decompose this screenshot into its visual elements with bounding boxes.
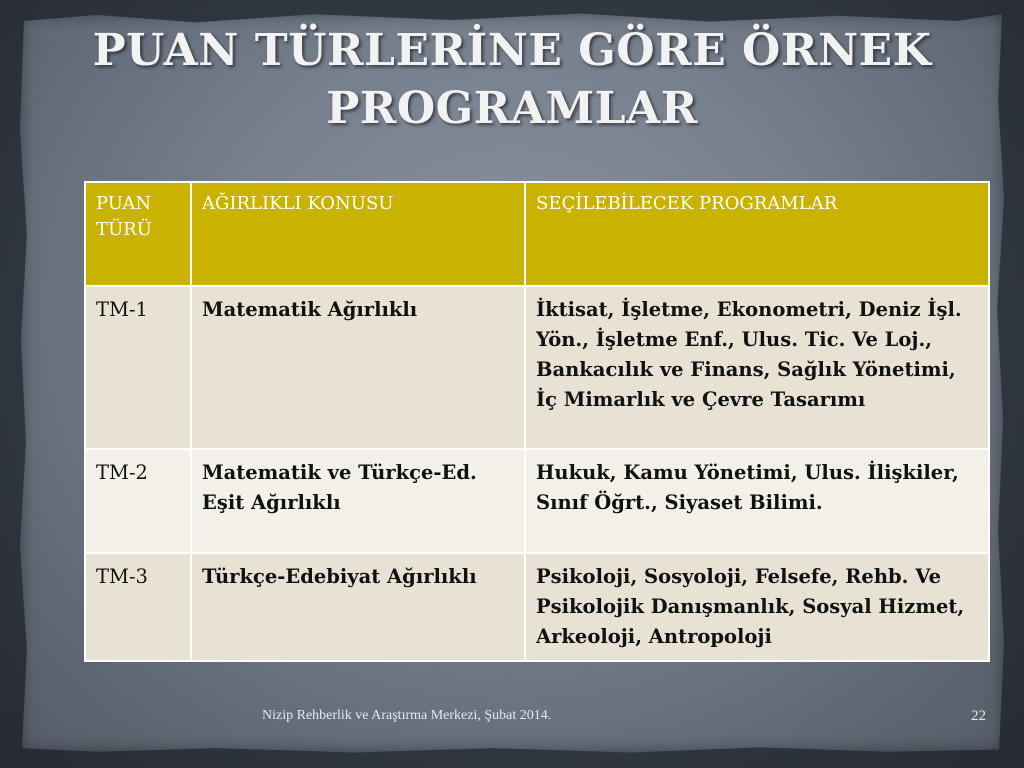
cell-programlar: Hukuk, Kamu Yönetimi, Ulus. İlişkiler, Sınıf Öğrt., Siyaset Bilimi. [525, 449, 989, 553]
table-row [85, 286, 989, 449]
cell-agirlikli-konusu: Türkçe-Edebiyat Ağırlıklı [191, 553, 525, 661]
cell-agirlikli-konusu: Matematik ve Türkçe-Ed. Eşit Ağırlıklı [191, 449, 525, 553]
programs-table [84, 181, 990, 662]
slide-footer: Nizip Rehberlik ve Araştırma Merkezi, Şubat 2014. [262, 708, 552, 723]
table-header-row [85, 182, 989, 286]
cell-programlar: Psikoloji, Sosyoloji, Felsefe, Rehb. Ve Psikolojik Danışmanlık, Sosyal Hizmet, Arkeoloji, Antropoloji [525, 553, 989, 661]
cell-programlar: İktisat, İşletme, Ekonometri, Deniz İşl. Yön., İşletme Enf., Ulus. Tic. Ve Loj., Bankacılık ve Finans, Sağlık Yönetimi, İç Mimarlık ve Çevre Tasarımı [525, 286, 989, 449]
title-line-2: PROGRAMLAR [326, 83, 698, 134]
cell-puan-turu: TM-1 [85, 286, 191, 449]
header-puan-turu: PUAN TÜRÜ [85, 182, 191, 286]
table-row [85, 449, 989, 553]
page-number: 22 [971, 708, 986, 724]
title-line-1: PUAN TÜRLERİNE GÖRE ÖRNEK [92, 25, 932, 76]
slide-title [60, 22, 964, 138]
cell-puan-turu: TM-3 [85, 553, 191, 661]
cell-agirlikli-konusu: Matematik Ağırlıklı [191, 286, 525, 449]
table-row [85, 553, 989, 661]
header-agirlikli-konusu: AĞIRLIKLI KONUSU [191, 182, 525, 286]
header-secilebilecek-programlar: SEÇİLEBİLECEK PROGRAMLAR [525, 182, 989, 286]
cell-puan-turu: TM-2 [85, 449, 191, 553]
